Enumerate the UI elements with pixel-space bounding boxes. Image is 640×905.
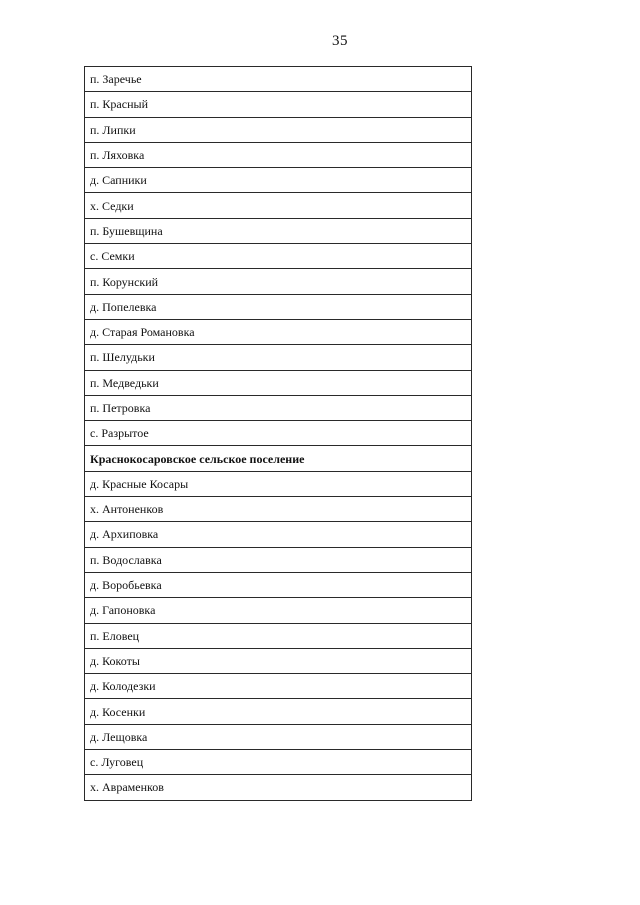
settlement-name: д. Архиповка	[85, 522, 472, 547]
settlement-name: п. Еловец	[85, 623, 472, 648]
settlement-name: д. Сапники	[85, 168, 472, 193]
settlement-name: д. Красные Косары	[85, 471, 472, 496]
table-row	[85, 370, 472, 395]
settlement-name: д. Попелевка	[85, 294, 472, 319]
table-row	[85, 724, 472, 749]
settlement-name: п. Красный	[85, 92, 472, 117]
table-row	[85, 572, 472, 597]
table-row	[85, 471, 472, 496]
settlement-name: д. Воробьевка	[85, 572, 472, 597]
settlement-name: д. Кокоты	[85, 648, 472, 673]
table-row	[85, 142, 472, 167]
settlement-name: с. Луговец	[85, 750, 472, 775]
table-row	[85, 775, 472, 800]
settlement-name: п. Петровка	[85, 395, 472, 420]
table-row	[85, 598, 472, 623]
table-row	[85, 244, 472, 269]
settlement-name: п. Ляховка	[85, 142, 472, 167]
page-number: 35	[332, 33, 348, 49]
section-heading: Краснокосаровское сельское поселение	[85, 446, 472, 471]
table-row	[85, 395, 472, 420]
table-row	[85, 218, 472, 243]
table-row	[85, 92, 472, 117]
table-row	[85, 294, 472, 319]
section-heading-row	[85, 446, 472, 471]
table-row	[85, 319, 472, 344]
settlement-name: х. Авраменков	[85, 775, 472, 800]
settlement-name: п. Шелудьки	[85, 345, 472, 370]
settlement-name: п. Водославка	[85, 547, 472, 572]
table-row	[85, 674, 472, 699]
settlement-name: х. Антоненков	[85, 497, 472, 522]
settlement-name: п. Медведьки	[85, 370, 472, 395]
settlement-name: д. Колодезки	[85, 674, 472, 699]
table-row	[85, 497, 472, 522]
table-row	[85, 345, 472, 370]
table-row	[85, 421, 472, 446]
settlement-name: д. Старая Романовка	[85, 319, 472, 344]
table-row	[85, 648, 472, 673]
table-row	[85, 623, 472, 648]
settlement-name: с. Разрытое	[85, 421, 472, 446]
table-row	[85, 750, 472, 775]
settlement-rows	[85, 67, 472, 801]
table-row	[85, 193, 472, 218]
settlement-name: п. Липки	[85, 117, 472, 142]
settlement-name: с. Семки	[85, 244, 472, 269]
settlement-table	[84, 66, 472, 801]
table-row	[85, 117, 472, 142]
table-row	[85, 699, 472, 724]
table-row	[85, 67, 472, 92]
settlement-name: п. Корунский	[85, 269, 472, 294]
table-row	[85, 269, 472, 294]
table-row	[85, 547, 472, 572]
table-row	[85, 522, 472, 547]
settlement-name: п. Бушевщина	[85, 218, 472, 243]
settlement-name: х. Седки	[85, 193, 472, 218]
settlement-name: д. Лещовка	[85, 724, 472, 749]
settlement-name: д. Гапоновка	[85, 598, 472, 623]
table-row	[85, 168, 472, 193]
settlement-name: п. Заречье	[85, 67, 472, 92]
settlement-name: д. Косенки	[85, 699, 472, 724]
